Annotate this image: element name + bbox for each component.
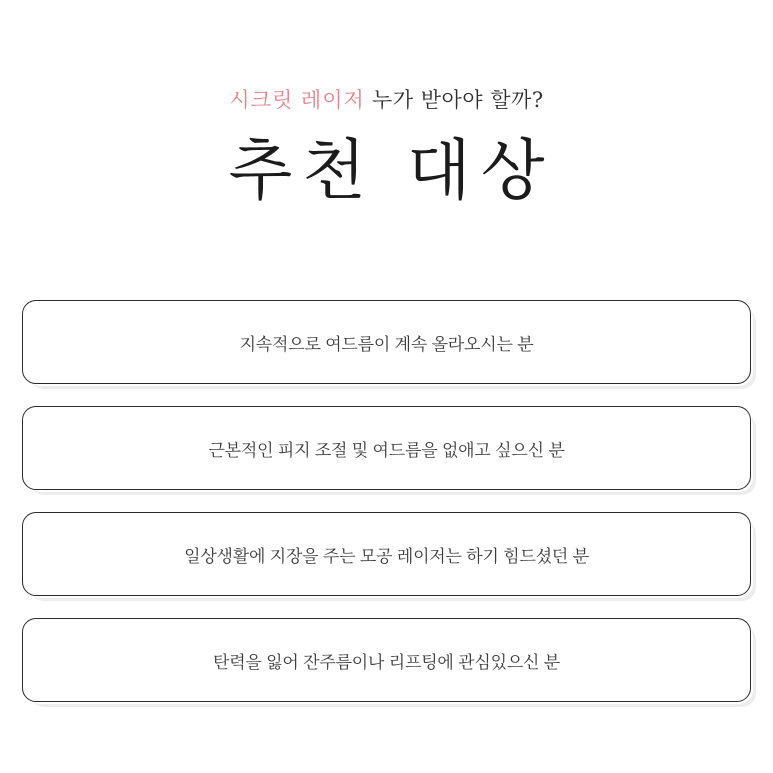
list-item: [22, 300, 751, 384]
list-item: [22, 406, 751, 490]
recommendation-list: [0, 300, 773, 702]
eyebrow-question: 누가 받아야 할까?: [364, 88, 544, 112]
list-item-label: 지속적으로 여드름이 계속 올라오시는 분: [239, 334, 534, 354]
header: [0, 0, 773, 208]
brand-name: 시크릿 레이저: [229, 88, 365, 112]
list-item-label: 일상생활에 지장을 주는 모공 레이저는 하기 힘드셨던 분: [184, 546, 589, 566]
list-item-label: 탄력을 잃어 잔주름이나 리프팅에 관심있으신 분: [212, 652, 561, 672]
list-item: [22, 512, 751, 596]
eyebrow-line: [0, 88, 773, 113]
list-item: [22, 618, 751, 702]
list-item-label: 근본적인 피지 조절 및 여드름을 없애고 싶으신 분: [208, 440, 565, 460]
page-title: 추천 대상: [228, 132, 555, 210]
